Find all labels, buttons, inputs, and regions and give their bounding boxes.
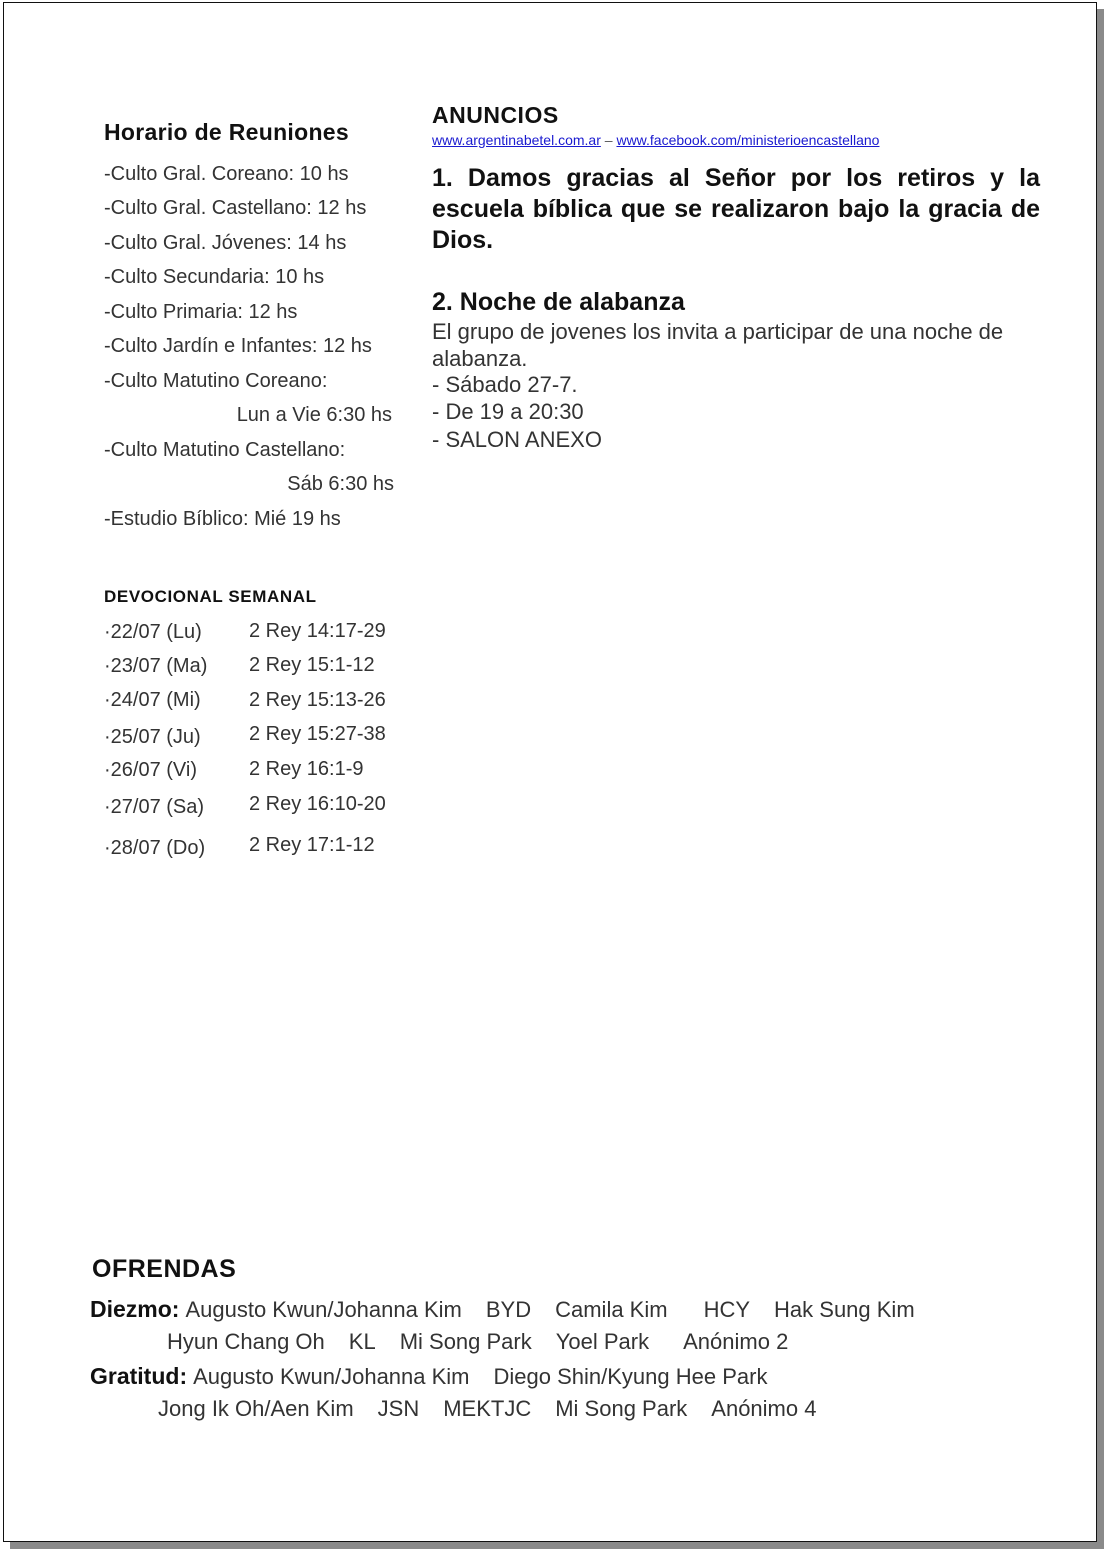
- bulletin-page: [3, 2, 1097, 1542]
- schedule-item-time: Sáb 6:30 hs: [287, 473, 394, 495]
- announcement-detail: - SALON ANEXO: [432, 427, 602, 452]
- schedule-item: -Culto Gral. Jóvenes: 14 hs: [104, 232, 347, 254]
- announcements-title: ANUNCIOS: [432, 102, 559, 128]
- devotional-date: ·24/07 (Mi): [104, 689, 201, 711]
- schedule-item: -Culto Primaria: 12 hs: [104, 301, 298, 323]
- devotional-date: ·28/07 (Do): [104, 837, 206, 859]
- devotional-reference: 2 Rey 17:1-12: [249, 834, 375, 856]
- donor-name: BYD: [485, 1297, 532, 1322]
- gratitud-row-continued: [158, 1396, 840, 1422]
- schedule-item: -Culto Secundaria: 10 hs: [104, 266, 325, 288]
- schedule-item: -Culto Matutino Castellano:: [104, 439, 346, 461]
- donor-name: HCY: [703, 1297, 751, 1322]
- schedule-title: Horario de Reuniones: [104, 119, 349, 145]
- donor-name: Augusto Kwun/Johanna Kim: [193, 1364, 470, 1389]
- devotional-date: ·22/07 (Lu): [104, 621, 202, 643]
- diezmo-label: Diezmo:: [90, 1296, 180, 1322]
- devotional-title: DEVOCIONAL SEMANAL: [104, 587, 317, 606]
- schedule-item: -Culto Gral. Castellano: 12 hs: [104, 197, 367, 219]
- donor-name: Yoel Park: [555, 1329, 650, 1354]
- gratitud-row: [90, 1363, 791, 1390]
- diezmo-row: [90, 1296, 939, 1323]
- announcement-detail: - Sábado 27-7.: [432, 372, 578, 397]
- announcement-item-2-title: 2. Noche de alabanza: [432, 288, 685, 316]
- gratitud-label: Gratitud:: [90, 1363, 188, 1389]
- announcement-item-1: 1. Damos gracias al Señor por los retiros y la escuela bíblica que se realizaron bajo la gracia de Dios.: [432, 164, 1040, 254]
- donor-name: Jong Ik Oh/Aen Kim: [158, 1396, 354, 1421]
- schedule-item: -Estudio Bíblico: Mié 19 hs: [104, 508, 341, 530]
- donor-name: MEKTJC: [443, 1396, 532, 1421]
- devotional-reference: 2 Rey 15:13-26: [249, 689, 386, 711]
- announcement-links: [432, 132, 879, 148]
- devotional-date: ·25/07 (Ju): [104, 726, 201, 748]
- devotional-date: ·26/07 (Vi): [104, 759, 198, 781]
- donor-name: JSN: [377, 1396, 420, 1421]
- announcement-detail: - De 19 a 20:30: [432, 399, 584, 424]
- donor-name: Mi Song Park: [555, 1396, 688, 1421]
- devotional-date: ·23/07 (Ma): [104, 655, 208, 677]
- devotional-reference: 2 Rey 14:17-29: [249, 620, 386, 642]
- donor-name: Anónimo 2: [683, 1329, 789, 1354]
- donor-name: Mi Song Park: [399, 1329, 532, 1354]
- donor-name: Hak Sung Kim: [774, 1297, 915, 1322]
- schedule-item: -Culto Matutino Coreano:: [104, 370, 328, 392]
- link-separator: –: [600, 132, 617, 148]
- donor-name: Anónimo 4: [711, 1396, 817, 1421]
- devotional-date: ·27/07 (Sa): [104, 796, 205, 818]
- diezmo-row-continued: [167, 1329, 812, 1355]
- schedule-item: -Culto Gral. Coreano: 10 hs: [104, 163, 349, 185]
- offerings-title: OFRENDAS: [92, 1255, 237, 1283]
- announcement-item-2-body: El grupo de jovenes los invita a participar de una noche de alabanza.: [432, 319, 1004, 371]
- devotional-reference: 2 Rey 16:10-20: [249, 793, 386, 815]
- donor-name: Camila Kim: [555, 1297, 668, 1322]
- donor-name: KL: [348, 1329, 376, 1354]
- website-link[interactable]: www.argentinabetel.com.ar: [432, 132, 601, 148]
- schedule-item-time: Lun a Vie 6:30 hs: [236, 404, 392, 426]
- devotional-reference: 2 Rey 15:27-38: [249, 723, 386, 745]
- devotional-reference: 2 Rey 15:1-12: [249, 654, 375, 676]
- donor-name: Diego Shin/Kyung Hee Park: [493, 1364, 768, 1389]
- devotional-reference: 2 Rey 16:1-9: [249, 758, 364, 780]
- facebook-link[interactable]: www.facebook.com/ministerioencastellano: [616, 132, 880, 148]
- donor-name: Hyun Chang Oh: [167, 1329, 325, 1354]
- donor-name: Augusto Kwun/Johanna Kim: [185, 1297, 462, 1322]
- schedule-item: -Culto Jardín e Infantes: 12 hs: [104, 335, 372, 357]
